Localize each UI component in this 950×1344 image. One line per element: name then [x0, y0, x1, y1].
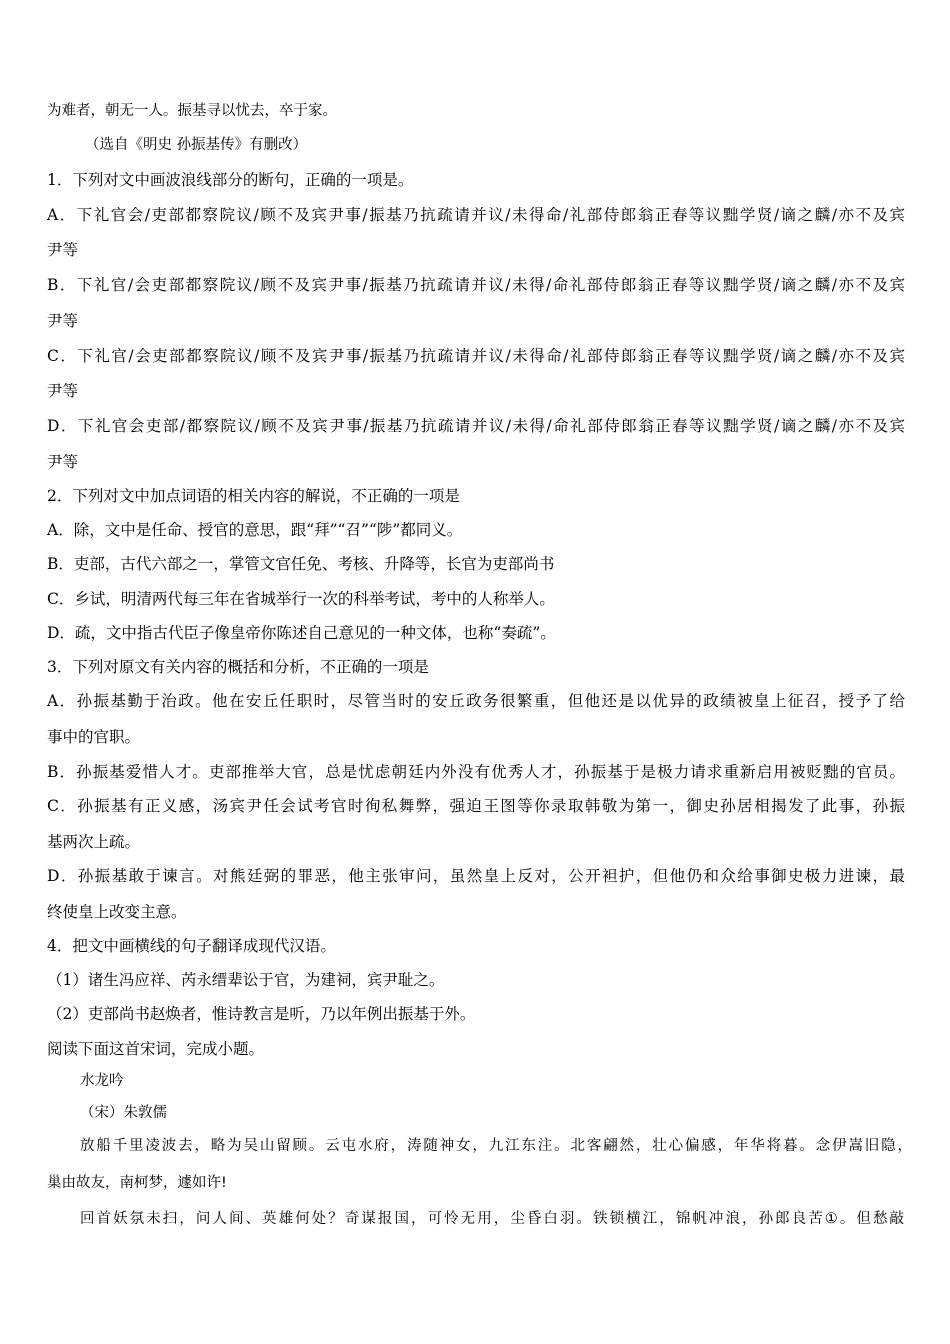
passage-source: （选自《明史 孙振基传》有删改） — [85, 137, 308, 153]
question-4-stem: 4．把文中画横线的句子翻译成现代汉语。 — [47, 937, 336, 955]
question-3-option-a-cont: 事中的官职。 — [47, 728, 141, 746]
question-1-option-a-cont: 尹等 — [47, 241, 79, 259]
question-2-option-d: D．疏，文中指古代臣子像皇帝你陈述自己意见的一种文体，也称“奏疏”。 — [47, 624, 556, 642]
question-1-option-d: D．下礼官会吏部/都察院议/顾不及宾尹事/振基乃抗疏请并议/未得/命礼部侍郎翁正春等议黜学贤/谪之麟/亦不及宾 — [47, 417, 905, 435]
poem-intro: 阅读下面这首宋词，完成小题。 — [47, 1040, 265, 1058]
question-1-option-d-cont: 尹等 — [47, 453, 79, 471]
poem-stanza-1-line-2: 巢由故友，南柯梦，遽如许! — [47, 1175, 227, 1191]
question-3-option-c-cont: 基两次上疏。 — [47, 833, 141, 851]
question-1-stem: 1．下列对文中画波浪线部分的断句，正确的一项是。 — [47, 171, 414, 189]
question-3-stem: 3．下列对原文有关内容的概括和分析，不正确的一项是 — [47, 658, 429, 676]
question-1-option-b-cont: 尹等 — [47, 312, 79, 330]
poem-author: （宋）朱敦儒 — [80, 1105, 167, 1121]
poem-stanza-2-line-1: 回首妖氛未扫，问人间、英雄何处？奇谋报国，可怜无用，尘昏白羽。铁锁横江，锦帆冲浪，孙郎良苦①。但愁敲 — [80, 1211, 904, 1227]
question-3-option-a: A．孙振基勤于治政。他在安丘任职时，尽管当时的安丘政务很繁重，但他还是以优异的政绩被皇上征召，授予了给 — [47, 692, 905, 710]
question-2-option-a: A．除，文中是任命、授官的意思，跟“拜”“召”“陟”都同义。 — [47, 521, 463, 539]
question-2-stem: 2．下列对文中加点词语的相关内容的解说，不正确的一项是 — [47, 487, 460, 505]
question-3-option-c: C．孙振基有正义感，汤宾尹任会试考官时徇私舞弊，强迫王图等你录取韩敬为第一，御史孙居相揭发了此事，孙振 — [47, 797, 905, 815]
poem-title: 水龙吟 — [80, 1073, 124, 1089]
question-2-option-b: B．吏部，古代六部之一，掌管文官任免、考核、升降等，长官为吏部尚书 — [47, 555, 555, 573]
question-1-option-c: C．下礼官/会吏部都察院议/顾不及宾尹事/振基乃抗疏请并议/未得命/礼部侍郎翁正春等议黜学贤/谪之麟/亦不及宾 — [47, 347, 905, 365]
question-1-option-b: B．下礼官/会吏部都察院议/顾不及宾尹事/振基乃抗疏请并议/未得/命礼部侍郎翁正春等议黜学贤/谪之麟/亦不及宾 — [47, 276, 905, 294]
passage-last-line: 为难者，朝无一人。振基寻以忧去，卒于家。 — [47, 103, 337, 119]
question-3-option-d-cont: 终使皇上改变主意。 — [47, 903, 187, 921]
question-4-sentence-2: （2）吏部尚书赵焕者，惟诗教言是听，乃以年例出振基于外。 — [47, 1005, 476, 1023]
poem-stanza-1-line-1: 放船千里凌波去，略为吴山留顾。云屯水府，涛随神女，九江东注。北客翩然，壮心偏感，年华将暮。念伊嵩旧隐， — [80, 1138, 912, 1154]
question-2-option-c: C．乡试，明清两代每三年在省城举行一次的科举考试，考中的人称举人。 — [47, 590, 555, 608]
question-3-option-d: D．孙振基敢于谏言。对熊廷弼的罪恶，他主张审问，虽然皇上反对，公开袒护，但他仍和众给事御史极力进谏，最 — [47, 867, 905, 885]
question-1-option-a: A．下礼官会/吏部都察院议/顾不及宾尹事/振基乃抗疏请并议/未得命/礼部侍郎翁正春等议黜学贤/谪之麟/亦不及宾 — [47, 206, 905, 224]
question-1-option-c-cont: 尹等 — [47, 382, 79, 400]
question-3-option-b: B．孙振基爱惜人才。吏部推举大官，总是忧虑朝廷内外没有优秀人才，孙振基于是极力请求重新启用被贬黜的官员。 — [47, 763, 905, 781]
question-4-sentence-1: （1）诸生冯应祥、芮永缙辈讼于官，为建祠，宾尹耻之。 — [47, 971, 445, 989]
